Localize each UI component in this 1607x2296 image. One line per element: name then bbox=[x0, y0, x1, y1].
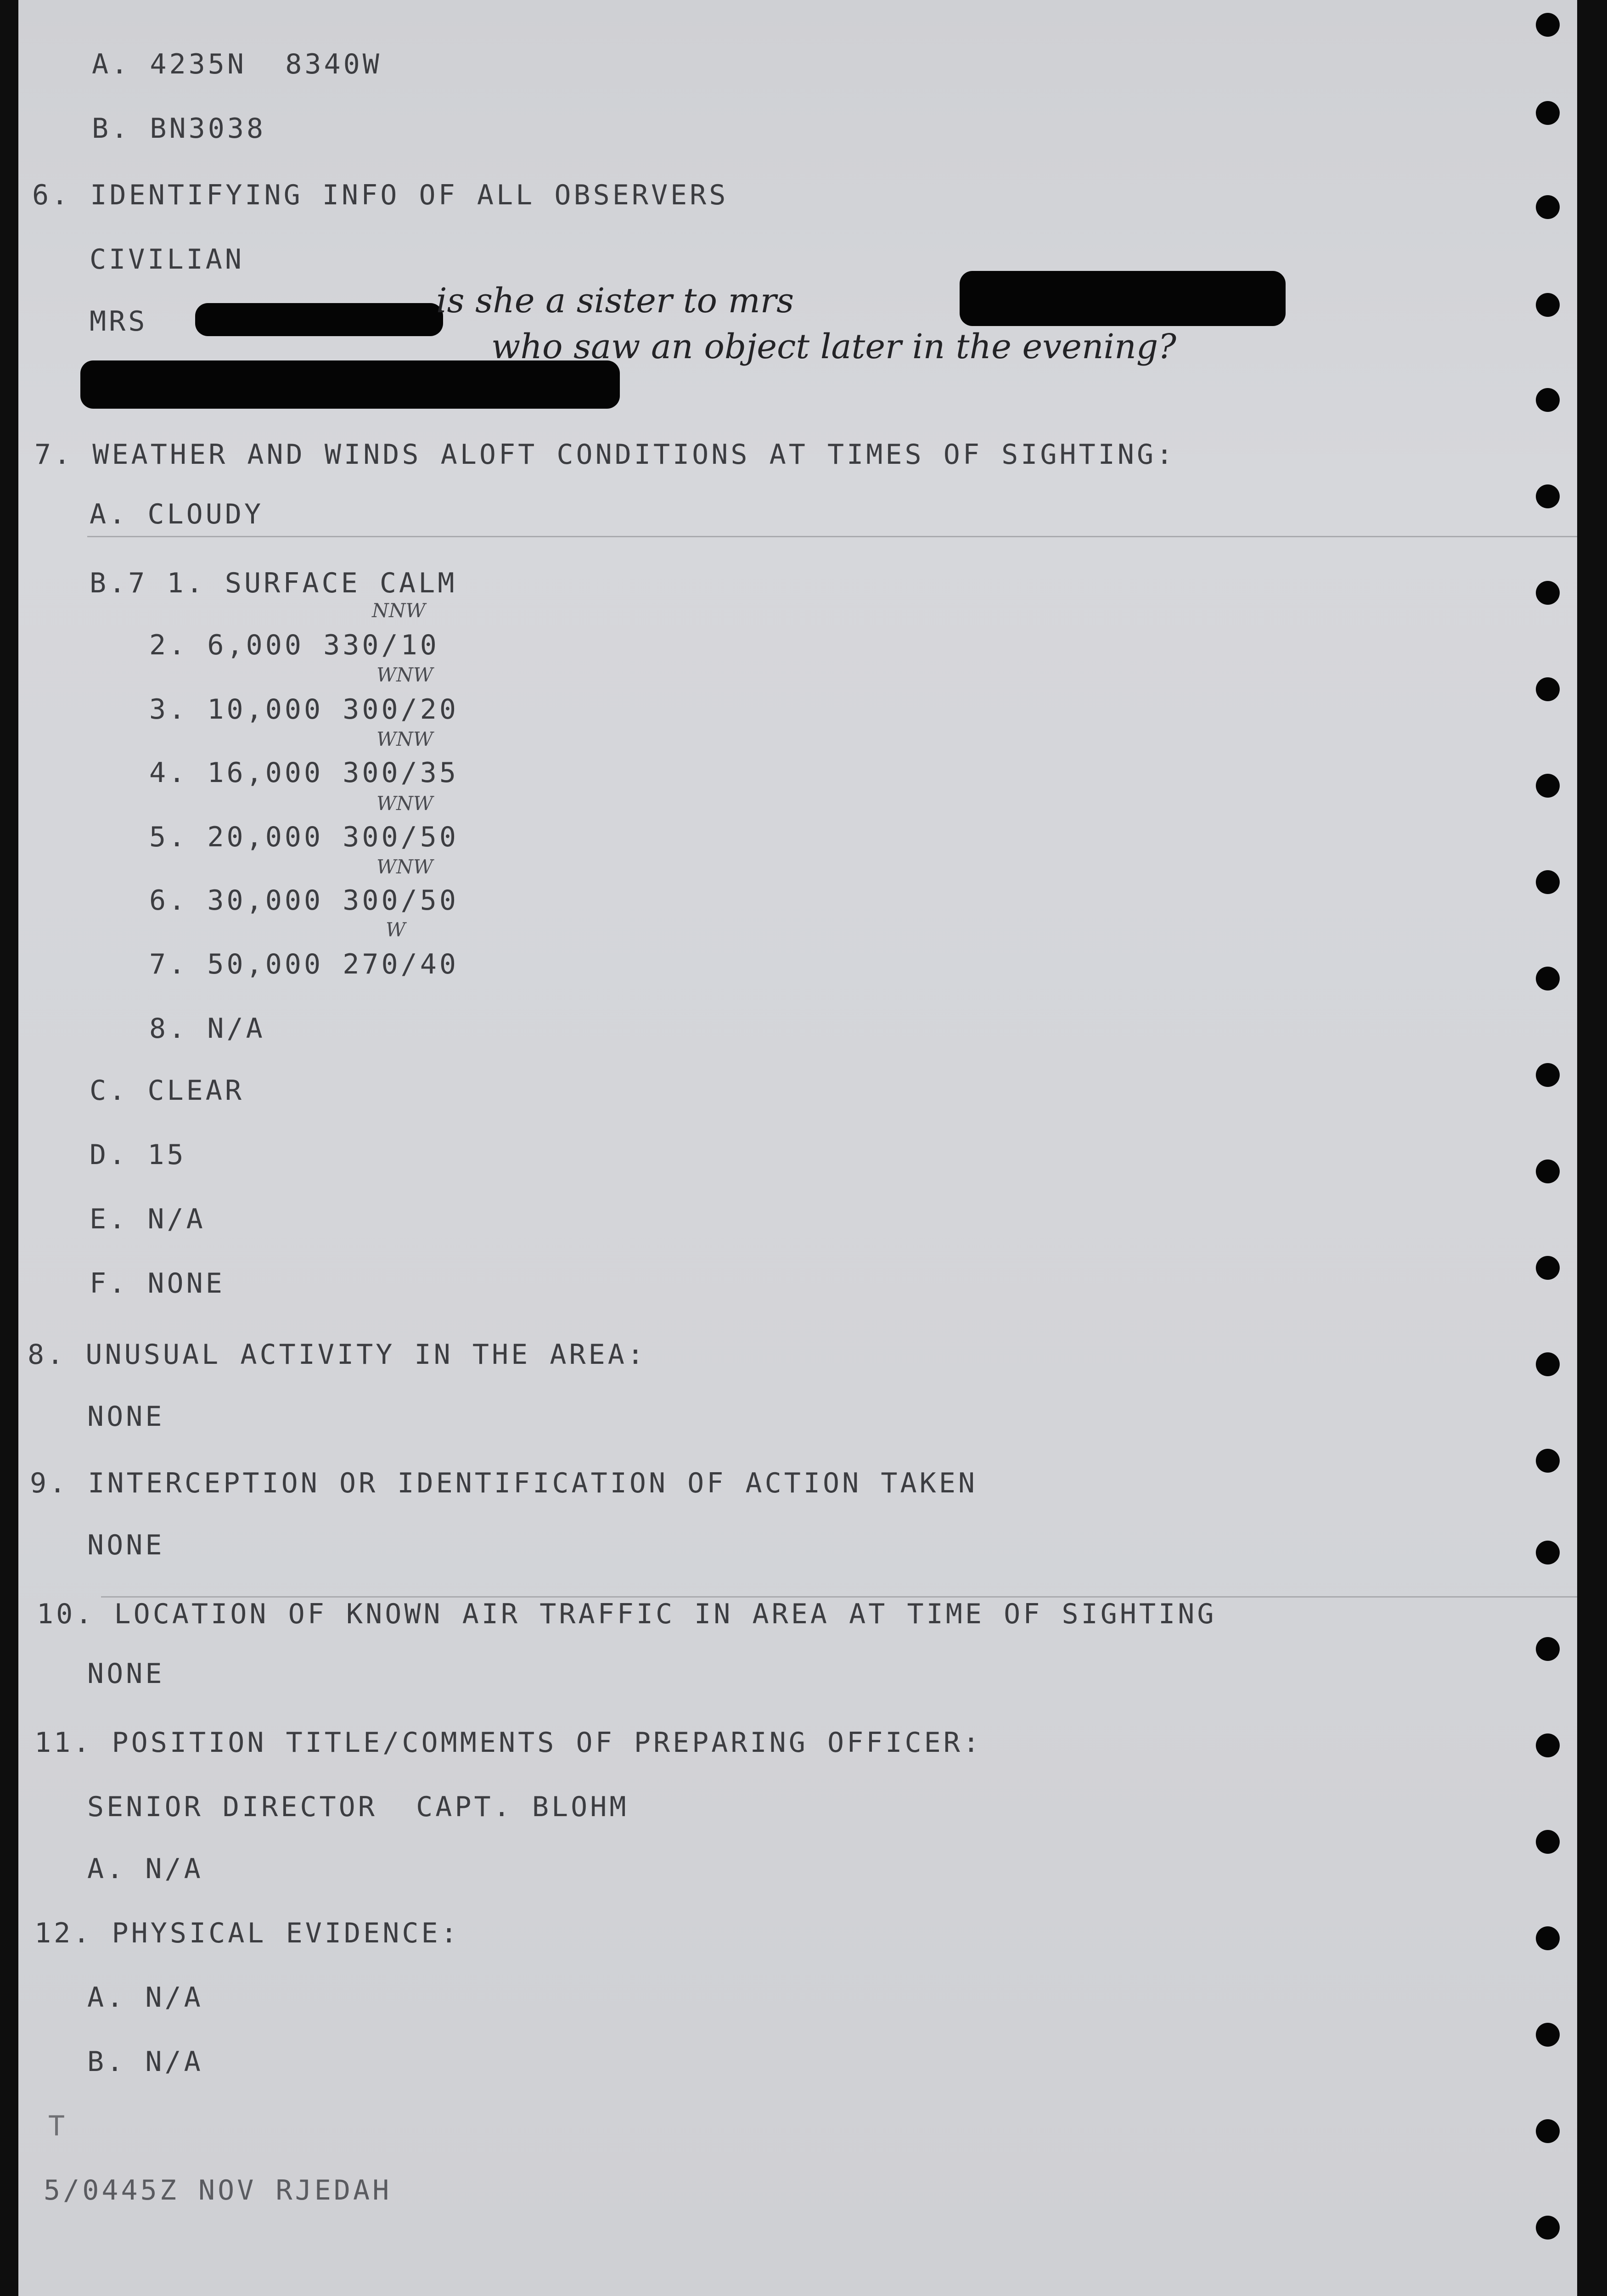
coordinates-line: A. 4235N 8340W bbox=[92, 48, 382, 80]
section-7-heading: 7. WEATHER AND WINDS ALOFT CONDITIONS AT TIMES OF SIGHTING: bbox=[34, 439, 1176, 471]
section-10-value: NONE bbox=[87, 1658, 165, 1690]
preparing-officer: SENIOR DIRECTOR CAPT. BLOHM bbox=[87, 1791, 629, 1823]
observer-type: CIVILIAN bbox=[90, 243, 244, 276]
weather-b-line: B.7 1. SURFACE CALM bbox=[90, 567, 457, 599]
perforation-hole bbox=[1536, 1449, 1560, 1473]
perforation-hole bbox=[1536, 677, 1560, 701]
winds-row-5: 5. 20,000 300/50 bbox=[149, 821, 459, 853]
perforation-hole bbox=[1536, 2119, 1560, 2143]
perforation-hole bbox=[1536, 1637, 1560, 1661]
weather-c-line: C. CLEAR bbox=[90, 1075, 244, 1107]
perforation-hole bbox=[1536, 13, 1560, 37]
section-9-value: NONE bbox=[87, 1529, 165, 1561]
station-line: B. BN3038 bbox=[92, 113, 266, 145]
perforation-hole bbox=[1536, 1541, 1560, 1564]
redaction-handwritten-name bbox=[960, 271, 1286, 326]
weather-a-line: A. CLOUDY bbox=[90, 498, 264, 530]
perforation-hole bbox=[1536, 101, 1560, 125]
weather-e-line: E. N/A bbox=[90, 1203, 206, 1235]
perforation-hole bbox=[1536, 967, 1560, 990]
wind-dir-5: WNW bbox=[376, 792, 433, 815]
weather-d-line: D. 15 bbox=[90, 1139, 186, 1171]
section-11-heading: 11. POSITION TITLE/COMMENTS OF PREPARING OFFICER: bbox=[34, 1727, 983, 1759]
perforation-hole bbox=[1536, 774, 1560, 798]
winds-row-7: 7. 50,000 270/40 bbox=[149, 948, 459, 980]
perforation-hole bbox=[1536, 195, 1560, 219]
winds-row-4: 4. 16,000 300/35 bbox=[149, 757, 459, 789]
wind-dir-6: WNW bbox=[376, 855, 433, 878]
section-6-heading: 6. IDENTIFYING INFO OF ALL OBSERVERS bbox=[32, 179, 729, 211]
wind-dir-3: WNW bbox=[376, 664, 433, 686]
winds-row-3: 3. 10,000 300/20 bbox=[149, 693, 459, 726]
perforation-hole bbox=[1536, 1159, 1560, 1183]
perforation-hole bbox=[1536, 870, 1560, 894]
perforation-hole bbox=[1536, 2023, 1560, 2047]
document-page bbox=[18, 0, 1577, 2296]
perforation-hole bbox=[1536, 1352, 1560, 1376]
perforation-hole bbox=[1536, 1830, 1560, 1854]
winds-row-6: 6. 30,000 300/50 bbox=[149, 884, 459, 917]
weather-f-line: F. NONE bbox=[90, 1267, 225, 1300]
wind-dir-7: W bbox=[386, 918, 406, 941]
fold-line bbox=[87, 536, 1577, 537]
section-8-heading: 8. UNUSUAL ACTIVITY IN THE AREA: bbox=[28, 1339, 646, 1371]
perforation-hole bbox=[1536, 1733, 1560, 1757]
redaction-name bbox=[195, 303, 443, 336]
perforation-hole bbox=[1536, 2216, 1560, 2240]
winds-row-2: 2. 6,000 330/10 bbox=[149, 629, 439, 661]
perforation-hole bbox=[1536, 388, 1560, 412]
section-9-heading: 9. INTERCEPTION OR IDENTIFICATION OF ACTION TAKEN bbox=[30, 1467, 978, 1499]
perforation-hole bbox=[1536, 1256, 1560, 1280]
perforation-hole bbox=[1536, 293, 1560, 317]
dtg-line: 5/0445Z NOV RJEDAH bbox=[44, 2174, 392, 2206]
section-11-a-line: A. N/A bbox=[87, 1853, 203, 1885]
end-marker: T bbox=[48, 2110, 68, 2142]
perforation-hole bbox=[1536, 1063, 1560, 1087]
section-12-heading: 12. PHYSICAL EVIDENCE: bbox=[34, 1917, 460, 1949]
section-12-a-line: A. N/A bbox=[87, 1981, 203, 2014]
handwritten-note-line-2: who saw an object later in the evening? bbox=[491, 327, 1176, 366]
winds-row-8: 8. N/A bbox=[149, 1013, 265, 1045]
wind-dir-4: WNW bbox=[376, 728, 433, 750]
section-12-b-line: B. N/A bbox=[87, 2046, 203, 2078]
handwritten-note-line-1: is she a sister to mrs bbox=[436, 281, 794, 321]
redaction-address bbox=[80, 360, 620, 409]
fold-line-2 bbox=[101, 1596, 1577, 1598]
wind-dir-2: NNW bbox=[372, 599, 426, 622]
section-8-value: NONE bbox=[87, 1401, 165, 1433]
perforation-hole bbox=[1536, 581, 1560, 605]
section-10-heading: 10. LOCATION OF KNOWN AIR TRAFFIC IN AREA AT TIME OF SIGHTING bbox=[37, 1598, 1217, 1630]
perforation-hole bbox=[1536, 484, 1560, 508]
perforation-hole bbox=[1536, 1926, 1560, 1950]
observer-name-prefix: MRS bbox=[90, 305, 148, 338]
